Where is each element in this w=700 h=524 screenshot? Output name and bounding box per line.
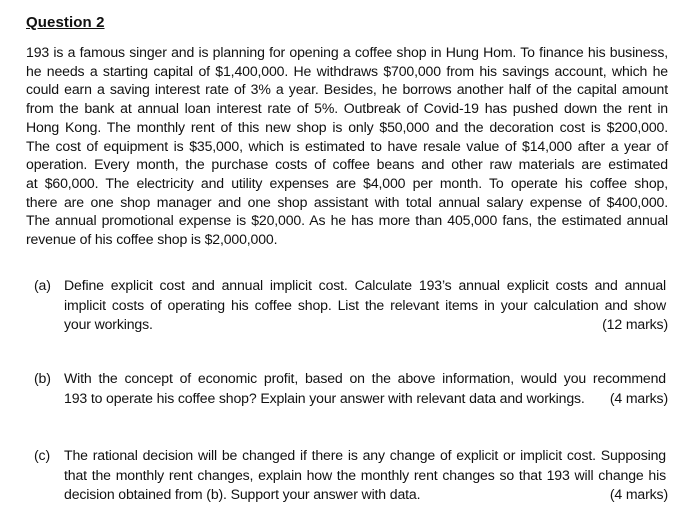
- part-line: The rational decision will be changed if there is any change of explicit or implicit cost. Supposing: [64, 447, 666, 463]
- intro-line: The annual promotional expense is $20,000. As he has more than 405,000 fans, the estimated annual: [26, 212, 668, 229]
- intro-line: from the bank at annual loan interest rate of 5%. Outbreak of Covid-19 has pushed down the rent in: [26, 100, 668, 117]
- intro-line: could earn a saving interest rate of 3% a year. Besides, he borrows another half of the capital amount: [26, 81, 668, 98]
- part-line: 193 to operate his coffee shop? Explain your answer with relevant data and workings.: [64, 389, 585, 406]
- part-line: that the monthly rent changes, explain how the monthly rent changes so that 193 will change his: [64, 466, 666, 483]
- part-line: decision obtained from (b). Support your answer with data.: [64, 486, 421, 502]
- intro-line: operation. Every month, the purchase costs of coffee beans and other raw materials are estimated: [26, 156, 668, 173]
- part-label: (b): [34, 370, 51, 386]
- part-line: your workings.: [64, 316, 153, 332]
- question-part-a: [34, 276, 668, 336]
- part-marks: (12 marks): [602, 316, 668, 332]
- intro-line: revenue of his coffee shop is $2,000,000.: [26, 231, 278, 248]
- part-line: With the concept of economic profit, based on the above information, would you recommend: [64, 370, 666, 386]
- part-label: (a): [34, 277, 51, 293]
- intro-line: at $60,000. The electricity and utility expenses are $4,000 per month. To operate his coffee shop,: [26, 174, 668, 191]
- part-text: [64, 276, 666, 335]
- part-line: Define explicit cost and annual implicit cost. Calculate 193’s annual explicit costs and annual: [64, 277, 666, 293]
- question-part-b: [34, 369, 668, 409]
- intro-line: 193 is a famous singer and is planning for opening a coffee shop in Hung Hom. To finance his business,: [26, 44, 668, 60]
- intro-line: Hong Kong. The monthly rent of this new shop is only $50,000 and the decoration cost is $200,000.: [26, 118, 668, 135]
- part-text: [64, 446, 666, 505]
- part-label: (c): [34, 447, 50, 463]
- part-line: implicit costs of operating his coffee shop. List the relevant items in your calculation and show: [64, 296, 666, 313]
- question-intro-paragraph: [26, 43, 668, 249]
- intro-line: he needs a starting capital of $1,400,000. He withdraws $700,000 from his savings account, which he: [26, 62, 668, 79]
- intro-line: The cost of equipment is $35,000, which is estimated to have resale value of $14,000 after a year of: [26, 137, 668, 154]
- intro-line: there are one shop manager and one shop assistant with total annual salary expense of $400,000.: [26, 193, 668, 210]
- question-part-c: [34, 446, 668, 506]
- question-title: Question 2: [26, 14, 105, 31]
- part-marks: (4 marks): [609, 389, 668, 406]
- part-marks: (4 marks): [609, 486, 668, 502]
